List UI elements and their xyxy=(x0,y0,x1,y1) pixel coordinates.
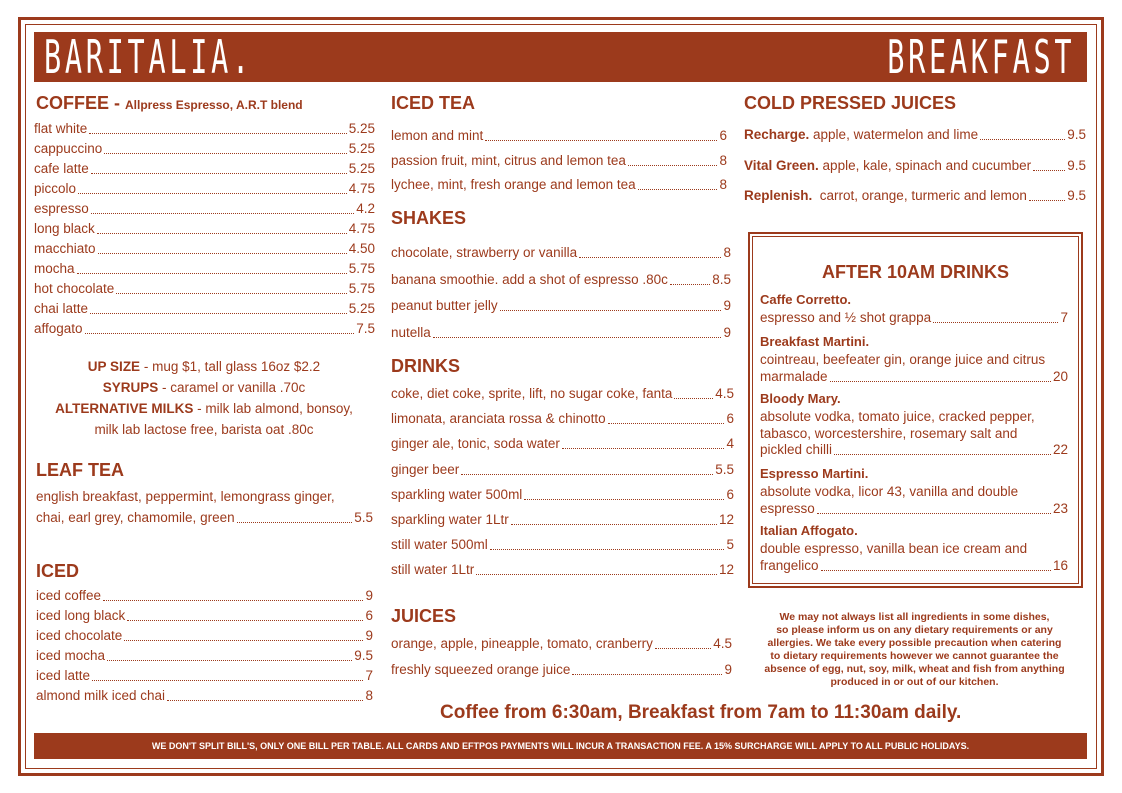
juice-price: 9.5 xyxy=(1067,157,1086,173)
menu-item xyxy=(36,628,373,643)
drinks-heading: DRINKS xyxy=(391,356,461,376)
item-price: 12 xyxy=(718,562,734,578)
item-name: ginger ale, tonic, soda water xyxy=(391,436,560,452)
item-name: freshly squeezed orange juice xyxy=(391,662,571,677)
dot-leader xyxy=(933,312,1058,323)
item-price: 5.25 xyxy=(348,141,375,156)
menu-item xyxy=(34,301,375,316)
leaf-tea-line1: english breakfast, peppermint, lemongrass ginger, xyxy=(36,489,335,504)
dot-leader xyxy=(78,183,347,194)
dot-leader xyxy=(98,243,347,254)
cocktail-name: Bloody Mary. xyxy=(760,391,841,406)
dot-leader xyxy=(103,590,363,601)
cocktail-desc xyxy=(760,310,1068,325)
menu-item xyxy=(34,141,375,156)
item-name: piccolo xyxy=(34,181,77,196)
item-name: hot chocolate xyxy=(34,281,115,296)
allergy-notice: We may not always list all ingredients in some dishes, so please inform us on any dietary requirements or any allergies. We take every possible precaution when catering to dietary requirements however we cannot guarantee the absence of egg, nut, soy, milk, wheat and fish from anything produced in or out of our kitchen. xyxy=(764,611,1065,688)
menu-item xyxy=(34,181,375,196)
cocktail-desc xyxy=(760,369,1068,384)
item-price: 9 xyxy=(365,628,373,643)
item-name: cafe latte xyxy=(34,161,89,176)
dot-leader xyxy=(97,223,347,234)
dot-leader xyxy=(77,263,347,274)
item-price: 5.25 xyxy=(348,121,375,136)
cocktail-desc xyxy=(760,442,1068,457)
dot-leader xyxy=(91,163,347,174)
item-name: lychee, mint, fresh orange and lemon tea xyxy=(391,177,636,192)
dot-leader xyxy=(127,610,363,621)
item-price: 5.25 xyxy=(348,301,375,316)
menu-item xyxy=(36,688,373,703)
dot-leader xyxy=(834,444,1051,455)
footer-banner xyxy=(34,733,1087,759)
after10-heading: AFTER 10AM DRINKS xyxy=(821,262,1009,282)
menu-item xyxy=(391,562,734,577)
item-name: macchiato xyxy=(34,241,96,256)
dot-leader xyxy=(476,564,717,575)
shakes-heading: SHAKES xyxy=(391,208,467,228)
cocktail-desc-text: pickled chilli xyxy=(760,442,833,457)
menu-item xyxy=(34,321,375,336)
cocktail-desc-text: marmalade xyxy=(760,368,828,384)
dot-leader xyxy=(433,327,722,338)
brand-logo: BARITALIA. xyxy=(44,30,253,84)
item-name: banana smoothie. add a shot of espresso .80c xyxy=(391,271,668,287)
menu-item xyxy=(391,245,731,260)
cocktail-desc xyxy=(760,484,1068,499)
menu-item xyxy=(34,281,375,296)
menu-item xyxy=(391,512,734,527)
iced-heading: ICED xyxy=(36,561,80,581)
menu-item xyxy=(391,487,734,502)
item-name: passion fruit, mint, citrus and lemon tea xyxy=(391,152,626,168)
dot-leader xyxy=(562,438,725,449)
dot-leader xyxy=(91,203,354,214)
cocktail-desc-text: cointreau, beefeater gin, orange juice and citrus xyxy=(760,352,1046,367)
dot-leader xyxy=(608,413,725,424)
item-name: ginger beer xyxy=(391,461,460,477)
cocktail-price: 22 xyxy=(1052,442,1068,457)
item-name: limonata, aranciata rossa & chinotto xyxy=(391,411,606,427)
juice-price: 9.5 xyxy=(1067,127,1086,142)
item-price: 12 xyxy=(718,512,734,527)
juice-item xyxy=(744,158,1086,173)
menu-item xyxy=(34,241,375,256)
dot-leader xyxy=(655,638,711,649)
juice-name: Replenish. xyxy=(744,188,813,203)
menu-item xyxy=(36,588,373,603)
menu-item xyxy=(391,153,727,168)
juices-heading: JUICES xyxy=(391,606,457,626)
dot-leader xyxy=(524,489,724,500)
item-name: espresso xyxy=(34,201,89,216)
menu-item xyxy=(391,386,734,401)
cocktail-desc-text: espresso xyxy=(760,500,815,516)
item-price: 4.2 xyxy=(356,201,375,216)
menu-item xyxy=(34,221,375,236)
menu-item xyxy=(391,537,734,552)
cocktail-price: 20 xyxy=(1052,368,1068,384)
dot-leader xyxy=(485,130,717,141)
cocktail-desc xyxy=(760,501,1068,516)
cocktail-desc xyxy=(760,409,1068,424)
dot-leader xyxy=(92,670,363,681)
item-name: long black xyxy=(34,221,95,236)
menu-item xyxy=(391,298,731,313)
juice-desc: apple, kale, spinach and cucumber xyxy=(818,157,1032,173)
menu-item xyxy=(391,636,732,651)
dot-leader xyxy=(670,274,710,285)
item-name: coke, diet coke, sprite, lift, no sugar coke, fanta xyxy=(391,386,673,401)
dot-leader xyxy=(116,283,346,294)
item-price: 8 xyxy=(719,177,727,192)
item-price: 6 xyxy=(365,608,373,623)
dot-leader xyxy=(107,650,352,661)
cocktail-desc-text: frangelico xyxy=(760,557,819,573)
item-price: 6 xyxy=(726,411,734,427)
item-price: 4.50 xyxy=(348,241,375,256)
menu-item xyxy=(391,325,731,340)
item-name: chocolate, strawberry or vanilla xyxy=(391,245,578,260)
item-price: 8.5 xyxy=(712,271,731,287)
header-banner xyxy=(34,32,1087,82)
item-name: orange, apple, pineapple, tomato, cranberry xyxy=(391,636,653,651)
cocktail-desc-text: absolute vodka, licor 43, vanilla and double xyxy=(760,484,1019,499)
item-price: 9 xyxy=(724,662,732,677)
juice-desc: apple, watermelon and lime xyxy=(809,127,979,142)
dot-leader xyxy=(674,388,713,399)
cocktail-name: Italian Affogato. xyxy=(760,523,858,538)
item-price: 4.75 xyxy=(348,181,375,196)
cocktail-price: 7 xyxy=(1060,310,1068,325)
menu-item xyxy=(34,161,375,176)
item-price: 9.5 xyxy=(354,648,373,663)
item-name: iced latte xyxy=(36,668,91,683)
item-price: 6 xyxy=(726,486,734,502)
cocktail-desc xyxy=(760,558,1068,573)
item-name: iced coffee xyxy=(36,588,102,603)
item-name: flat white xyxy=(34,121,88,136)
item-price: 6 xyxy=(719,128,727,143)
item-price: 8 xyxy=(723,245,731,260)
cocktail-desc-text: double espresso, vanilla bean ice cream and xyxy=(760,541,1028,556)
dot-leader xyxy=(821,560,1051,571)
menu-item xyxy=(34,201,375,216)
menu-item xyxy=(391,177,727,192)
dot-leader xyxy=(490,539,725,550)
dot-leader xyxy=(167,690,363,701)
juice-name: Recharge. xyxy=(744,127,810,142)
juice-item xyxy=(744,188,1086,203)
juice-price: 9.5 xyxy=(1067,188,1086,203)
item-name: mocha xyxy=(34,261,75,276)
juice-name: Vital Green. xyxy=(744,157,819,173)
item-name: peanut butter jelly xyxy=(391,298,498,313)
item-price: 4 xyxy=(726,436,734,452)
item-name: iced mocha xyxy=(36,648,106,663)
item-price: 4.5 xyxy=(715,386,734,401)
cocktail-desc xyxy=(760,541,1068,556)
item-price: 8 xyxy=(719,152,727,168)
dot-leader xyxy=(830,371,1051,382)
item-name: still water 500ml xyxy=(391,537,488,553)
dot-leader xyxy=(85,323,355,334)
coffee-heading: COFFEE - Allpress Espresso, A.R.T blend xyxy=(36,93,303,113)
leaf-tea-line2: chai, earl grey, chamomile, green 5.5 xyxy=(36,510,373,525)
dot-leader xyxy=(461,464,713,475)
menu-item xyxy=(34,261,375,276)
menu-item xyxy=(391,462,734,477)
item-price: 7.5 xyxy=(356,321,375,336)
dot-leader xyxy=(124,630,363,641)
extras-note: UP SIZE - mug $1, tall glass 16oz $2.2 SYRUPS - caramel or vanilla .70c ALTERNATIVE MILKS - milk lab almond, bonsoy, milk lab lactose free, barista oat .80c xyxy=(55,359,353,437)
menu-item xyxy=(36,668,373,683)
cocktail-name: Caffe Corretto. xyxy=(760,292,852,307)
item-name: iced chocolate xyxy=(36,628,123,643)
item-name: chai latte xyxy=(34,301,89,316)
item-price: 5.75 xyxy=(348,261,375,276)
item-name: iced long black xyxy=(36,608,126,623)
item-name: sparkling water 500ml xyxy=(391,486,523,502)
juice-desc: carrot, orange, turmeric and lemon xyxy=(812,188,1027,203)
dot-leader xyxy=(104,143,346,154)
item-price: 5.25 xyxy=(348,161,375,176)
item-price: 9 xyxy=(723,298,731,313)
menu-title: BREAKFAST xyxy=(886,30,1075,84)
cocktail-desc-text: espresso and ½ shot grappa xyxy=(760,310,932,325)
item-name: affogato xyxy=(34,321,83,336)
menu-item xyxy=(36,648,373,663)
menu-item xyxy=(34,121,375,136)
item-name: nutella xyxy=(391,324,431,340)
dot-leader xyxy=(817,503,1051,514)
dot-leader xyxy=(980,129,1065,140)
cocktail-name: Espresso Martini. xyxy=(760,466,869,481)
dot-leader xyxy=(579,247,721,258)
item-price: 4.5 xyxy=(713,636,732,651)
dot-leader xyxy=(89,123,346,134)
cocktail-desc xyxy=(760,352,1068,367)
dot-leader xyxy=(572,664,722,675)
item-price: 7 xyxy=(365,668,373,683)
dot-leader xyxy=(500,300,722,311)
footer-text: WE DON'T SPLIT BILL'S, ONLY ONE BILL PER TABLE. ALL CARDS AND EFTPOS PAYMENTS WILL INCUR A TRANSACTION FEE. A 15% SURCHARGE WILL APPLY TO ALL PUBLIC HOLIDAYS. xyxy=(151,741,970,751)
cocktail-name: Breakfast Martini. xyxy=(760,334,870,349)
menu-item xyxy=(391,272,731,287)
dot-leader xyxy=(1033,160,1065,171)
item-price: 9 xyxy=(365,588,373,603)
juice-item xyxy=(744,127,1086,142)
item-price: 4.75 xyxy=(348,221,375,236)
menu-item xyxy=(391,411,734,426)
item-price: 9 xyxy=(723,324,731,340)
item-name: sparkling water 1Ltr xyxy=(391,512,509,527)
item-name: cappuccino xyxy=(34,141,103,156)
opening-hours: Coffee from 6:30am, Breakfast from 7am to 11:30am daily. xyxy=(440,702,962,723)
item-price: 5.75 xyxy=(348,281,375,296)
item-name: lemon and mint xyxy=(391,128,484,143)
item-name: almond milk iced chai xyxy=(36,688,166,703)
item-name: still water 1Ltr xyxy=(391,562,475,578)
cocktail-price: 16 xyxy=(1052,557,1068,573)
dot-leader xyxy=(90,303,347,314)
dot-leader xyxy=(511,514,717,525)
menu-item xyxy=(36,608,373,623)
cocktail-price: 23 xyxy=(1052,500,1068,516)
leaf-tea-heading: LEAF TEA xyxy=(36,460,124,480)
menu-item xyxy=(391,128,727,143)
dot-leader xyxy=(628,155,718,166)
iced-tea-heading: ICED TEA xyxy=(391,93,476,113)
menu-item xyxy=(391,662,732,677)
item-price: 5.5 xyxy=(715,461,734,477)
dot-leader xyxy=(1029,190,1065,201)
cocktail-desc-text: absolute vodka, tomato juice, cracked pepper, xyxy=(760,409,1035,424)
item-price: 8 xyxy=(365,688,373,703)
cocktail-desc-text: tabasco, worcestershire, rosemary salt and xyxy=(760,425,1018,441)
cocktail-desc xyxy=(760,426,1068,441)
cold-pressed-heading: COLD PRESSED JUICES xyxy=(744,93,957,113)
menu-item xyxy=(391,436,734,451)
dot-leader xyxy=(638,179,718,190)
item-price: 5 xyxy=(726,537,734,553)
